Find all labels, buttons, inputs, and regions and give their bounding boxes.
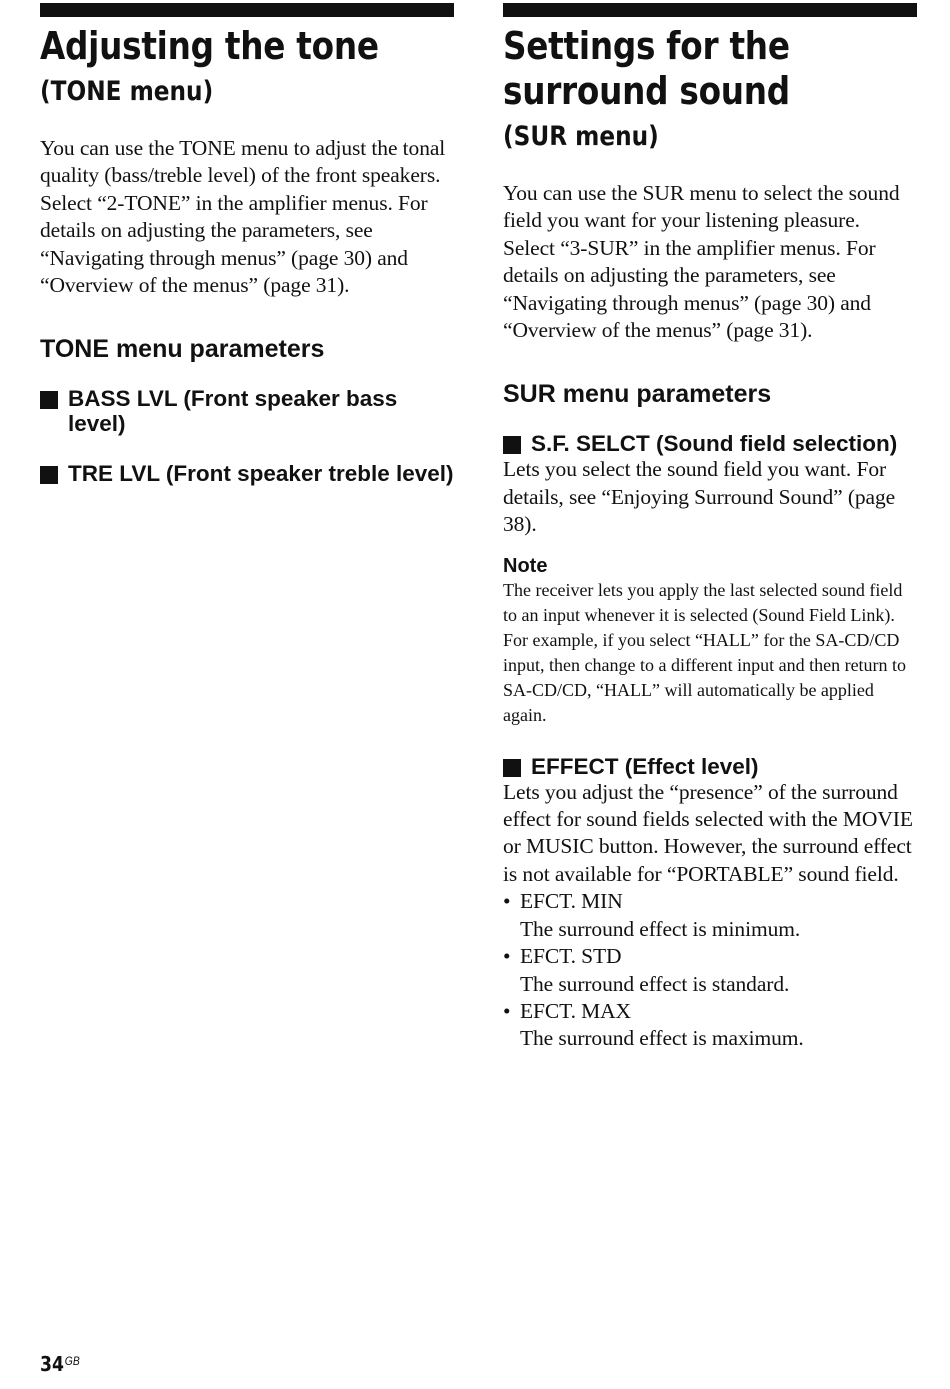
bullet-dot: • [503,944,511,969]
note-title: Note [503,554,548,577]
item-heading-label: S.F. SELCT (Sound field selection) [531,431,898,457]
item-heading-label: BASS LVL (Front speaker bass level) [68,386,398,437]
page-subtitle-tone: (TONE menu) [40,76,214,107]
page-title-tone: Adjusting the tone [40,24,379,68]
left-column [40,0,454,486]
square-bullet-icon [40,391,58,409]
option-description: The surround effect is maximum. [520,1026,804,1051]
page-number-suffix: GB [64,1354,80,1368]
page-title-surround: Settings for the surround sound [503,24,790,113]
intro-paragraph-2: Select “2-TONE” in the amplifier menus. For details on adjusting the parameters, see “Navigating through menus” (page 30) and “Overview of the menus” (page 31). [40,190,428,298]
option-name: EFCT. STD [520,944,622,969]
effect-options-list [503,888,917,1052]
item-heading-sf-selct [503,431,917,456]
bullet-dot: • [503,998,511,1023]
list-item [503,943,917,998]
square-bullet-icon [503,436,521,454]
item-heading-label: TRE LVL (Front speaker treble level) [68,461,454,487]
item-heading-bass-lvl [40,386,454,436]
intro-paragraph-1: You can use the SUR menu to select the sound field you want for your listening pleasure. [503,181,900,233]
note-text: The receiver lets you apply the last selected sound field to an input whenever it is selected (Sound Field Link). For example, if you select “HALL” for the SA-CD/CD input, then change to a different input and then return to SA-CD/CD, “HALL” will automatically be applied again. [503,579,907,725]
right-column [503,0,917,1053]
section-heading-sur-params: SUR menu parameters [503,380,772,409]
section-rule [503,3,917,17]
item-heading-label: EFFECT (Effect level) [531,753,759,779]
section-heading-tone-params: TONE menu parameters [40,335,325,364]
item-heading-tre-lvl [40,461,454,486]
square-bullet-icon [503,759,521,777]
sf-selct-description: Lets you select the sound field you want. For details, see “Enjoying Surround Sound” (page 38). [503,457,896,537]
list-item [503,998,917,1053]
bullet-dot: • [503,889,511,914]
section-rule [40,3,454,17]
option-name: EFCT. MIN [520,889,623,914]
effect-description: Lets you adjust the “presence” of the surround effect for sound fields selected with the MOVIE or MUSIC button. However, the surround effect is not available for “PORTABLE” sound field. [503,779,913,886]
page-number [40,1352,80,1376]
item-heading-effect [503,754,917,779]
page-subtitle-surround: (SUR menu) [503,121,659,152]
intro-paragraph-1: You can use the TONE menu to adjust the tonal quality (bass/treble level) of the front speakers. [40,136,446,188]
page-number-value: 34 [40,1352,64,1376]
square-bullet-icon [40,466,58,484]
option-description: The surround effect is minimum. [520,916,801,941]
list-item [503,888,917,943]
intro-paragraph-2: Select “3-SUR” in the amplifier menus. For details on adjusting the parameters, see “Navigating through menus” (page 30) and “Overview of the menus” (page 31). [503,235,876,343]
option-description: The surround effect is standard. [520,971,790,996]
option-name: EFCT. MAX [520,998,631,1023]
